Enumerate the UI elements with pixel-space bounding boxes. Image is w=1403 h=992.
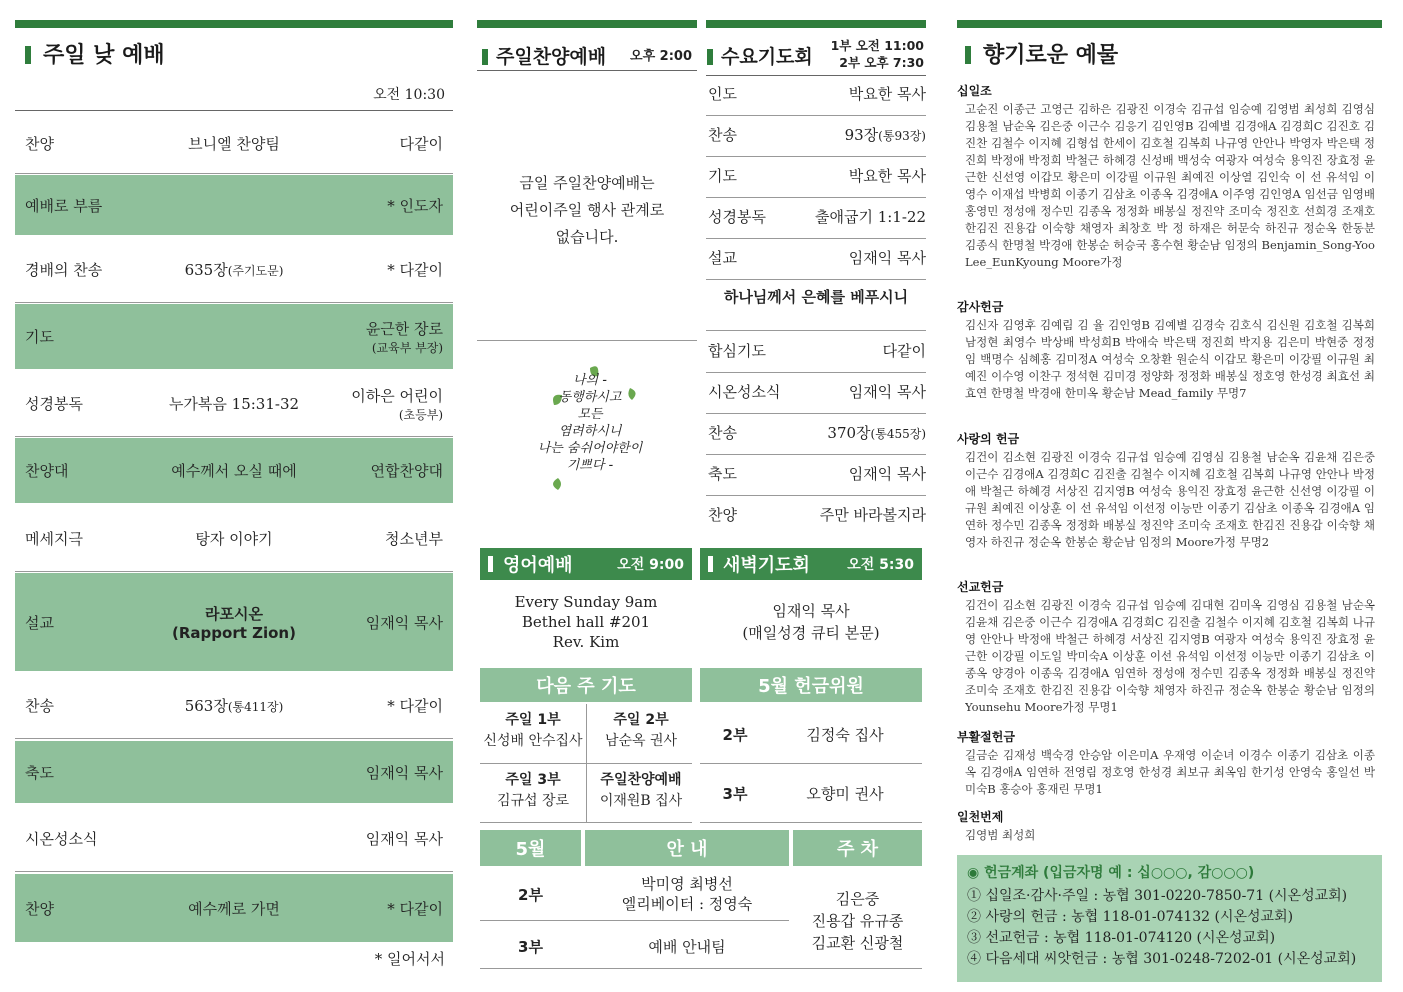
donor-names: 고순진 이종근 고영근 김하은 김광진 이경숙 김규섭 임승예 김영범 최성희 김영심 김용철 남순옥 김은중 이근수 김응기 김인영B 김예별 김경애A 김경희C 김진호 김진찬 김철수 이지혜 김형섭 한세이 김호철 김복희 나규영 안안나 박영자 박은택 정진희 박정애 박정희 박철근 하혜경 신성배 백성숙 여광자 여성숙 용익진 장효정 윤근한 신선영 이갑모 황은미 이강필 이규원 최예진 이상열 김인숙 이 선 유석임 이영수 이재섭 박병희 이종기 김삼초 이종옥 김경애A 이주영 김인영A 임선금 임영배 홍영민 정성애 정수민 김종옥 정정화 배봉실 정진약 조미숙 정진호 선희경 조재호 한김진 진용갑 이숙향 채영자 최창호 박 정 하재은 허문숙 하진규 정순옥 한동분 김종식 한명철 박경애 한봉순 허승국 홍수현 황순남 임정의 Benjamin_Song-Yoo Lee_EunKyoung Moore가정 — [965, 102, 1375, 269]
donor-names: 김신자 김영후 김예림 김 율 김인영B 김예별 김경숙 김호식 김신원 김호철 김복희 남정현 최영수 박상배 박성희B 박애숙 박은택 정진희 박지용 김은미 박현중 정정임 백명수 심혜홍 김미정A 여성숙 오창환 원순식 이갑모 황은미 이강필 이규원 최예진 이수영 이찬구 정석현 김미경 정양화 정정화 배봉실 정호영 한성경 최효선 최효연 한명철 박경애 한미옥 황순남 Mead_family 무명7 — [965, 318, 1375, 400]
wed-row — [708, 206, 926, 232]
prayer-service: 주일 2부 — [613, 712, 669, 728]
wed-item: 성경봉독 — [708, 208, 766, 226]
program-row — [15, 874, 453, 942]
program-detail-text: 예수께로 가면 — [188, 899, 280, 918]
praise-message: 금일 주일찬양예배는 어린이주일 행사 관계로 없습니다. — [509, 174, 665, 246]
prayer-cell — [588, 770, 694, 812]
wed-row — [708, 463, 926, 489]
prayer-cell — [480, 710, 586, 752]
row-divider — [15, 302, 453, 303]
dawn-info: 임재익 목사 (매일성경 큐티 본문) — [742, 602, 880, 642]
prayer-cell — [480, 770, 586, 812]
wed-item: 찬송 — [708, 126, 737, 144]
prayer-name: 김규섭 장로 — [496, 793, 570, 809]
prayer-service: 주일찬양예배 — [600, 772, 682, 788]
program-item: 찬양대 — [25, 462, 69, 480]
program-leader-name: * 다같이 — [387, 899, 443, 918]
stand-note: * 일어서서 — [374, 950, 445, 968]
offering-category: 일천번제 — [957, 810, 1004, 824]
program-detail — [155, 898, 313, 919]
program-detail-text: 635장 — [184, 261, 228, 279]
account-line: ② 사랑의 헌금 : 농협 118-01-074132 (시온성교회) — [967, 909, 1294, 925]
wed-item: 시온성소식 — [708, 383, 781, 401]
program-detail-note: (주기도문) — [227, 264, 284, 278]
program-row — [15, 673, 453, 738]
program-detail-note: (통411장) — [227, 700, 284, 714]
wed-item: 인도 — [708, 85, 737, 103]
program-item: 시온성소식 — [25, 830, 98, 848]
wed-detail-text: 박요한 목사 — [848, 85, 926, 103]
next-prayer-header: 다음 주 기도 — [480, 668, 692, 702]
wed-detail-text: 임재익 목사 — [848, 249, 926, 267]
offering-category: 십일조 — [957, 84, 992, 98]
wed-row — [708, 165, 926, 191]
prayer-service: 주일 1부 — [505, 712, 561, 728]
wed-item: 찬송 — [708, 424, 737, 442]
donor-names: 김건이 김소현 김광진 이경숙 김규섭 임승예 김영심 김용철 남순옥 김윤채 김은중 이근수 김경애A 김경희C 김진출 김철수 이지혜 김호철 김복희 나규영 안안나 박정애 박철근 하혜경 서상진 김지영B 여성숙 용익진 장효정 윤근한 신선영 이강필 이규원 최예진 이상훈 이 선 유석임 이선정 이능만 이종기 김삼초 이종옥 김경애A 임연하 정수민 김종옥 정정화 배봉실 정진약 조미숙 조재호 한김진 진용갑 이숙향 채영자 하진규 정순옥 한봉순 황순남 임정의 Moore가정 무명2 — [965, 450, 1375, 549]
wed-detail — [849, 463, 926, 489]
program-detail — [155, 259, 313, 280]
wed-row — [708, 422, 926, 448]
donor-names: 김건이 김소현 김광진 이경숙 김규섭 임승예 김대현 김미옥 김영심 김용철 남순옥 김윤채 김은중 이근수 김경애A 김경희C 김진출 김철수 이지혜 김호철 김복희 나규영 안안나 박정애 박철근 하혜경 서상진 김지영B 여광자 여성숙 용익진 장효정 윤근한 이강필 이도일 박미숙A 이상훈 이선 유석임 이선정 이능만 이종기 김삼초 이종옥 양경아 이종욱 김경애A 임연하 정성애 정수민 김종옥 정정화 배봉실 정진약 조미숙 조재호 한김진 진용갑 이숙향 채영자 하진규 정순옥 한봉순 황순남 임정의 Younsehu Moore가정 무명1 — [965, 598, 1375, 714]
account-line: ① 십일조·감사·주일 : 농협 301-0220-7850-71 (시온성교회) — [967, 888, 1348, 904]
program-row — [15, 438, 453, 503]
wed-item: 합심기도 — [708, 342, 766, 360]
wed-detail-text: 임재익 목사 — [848, 383, 926, 401]
wed-row — [708, 381, 926, 407]
english-info: Every Sunday 9am Bethel hall #201 Rev. Kim — [514, 593, 658, 651]
wed-detail-note: (통455장) — [870, 427, 926, 441]
program-detail-text: 브니엘 찬양팀 — [188, 134, 280, 153]
program-leader — [313, 828, 453, 849]
row-divider — [706, 156, 926, 157]
wed-detail — [849, 83, 926, 109]
program-leader-name: 이하은 어린이 — [351, 386, 443, 405]
prayer-cell — [588, 710, 694, 752]
program-item: 경배의 찬송 — [25, 261, 103, 279]
row-divider — [706, 372, 926, 373]
top-bar — [15, 20, 453, 28]
program-item: 축도 — [25, 763, 54, 782]
program-leader-name: 다같이 — [399, 134, 443, 153]
wed-detail — [883, 340, 926, 366]
program-detail-text: 563장 — [184, 697, 228, 715]
row-divider — [706, 238, 926, 239]
program-row — [15, 175, 453, 235]
top-bar — [477, 20, 697, 28]
program-leader — [313, 528, 453, 549]
parking-names: 김은중 진용갑 유규종 김교환 신광철 — [811, 890, 904, 952]
program-row — [15, 113, 453, 173]
program-detail-text: 라포시온 — [205, 604, 263, 623]
wed-sermon-title: 하나님께서 은혜를 베푸시니 — [723, 288, 909, 306]
prayer-service: 주일 3부 — [505, 772, 561, 788]
committee-part: 3부 — [722, 785, 748, 803]
program-leader-name: 윤근한 장로 — [365, 319, 443, 338]
program-row — [15, 304, 453, 369]
english-header: 영어예배 오전 9:00 — [480, 548, 692, 580]
guide-part2-names: 박미영 최병선 엘리베이터 : 정영숙 — [621, 875, 753, 913]
program-item: 메세지극 — [25, 530, 83, 548]
program-leader — [313, 695, 453, 716]
calligraphy-line: 염려하시니 — [558, 424, 622, 439]
program-leader-name: 임재익 목사 — [365, 830, 443, 848]
program-leader — [313, 195, 453, 216]
program-leader-name: * 인도자 — [387, 196, 443, 215]
program-row — [15, 806, 453, 871]
wed-detail-text: 출애굽기 1:1-22 — [814, 208, 926, 226]
program-detail — [155, 695, 313, 716]
calligraphy-line: 나는 숨쉬어야한이 — [537, 441, 643, 456]
row-divider — [706, 279, 926, 280]
program-leader — [313, 133, 453, 154]
wed-row — [708, 247, 926, 273]
program-leader — [313, 612, 453, 633]
program-leader — [313, 318, 453, 356]
row-divider — [706, 115, 926, 116]
program-row — [15, 371, 453, 436]
wed-item: 축도 — [708, 465, 737, 483]
account-box — [957, 855, 1382, 982]
wed-detail-note: (통93장) — [878, 129, 926, 143]
program-detail — [155, 603, 313, 642]
wed-detail — [820, 504, 926, 530]
offerings-title: 향기로운 예물 — [965, 38, 1118, 69]
program-row — [15, 506, 453, 571]
row-divider — [706, 197, 926, 198]
wed-detail-text: 370장 — [827, 424, 871, 442]
wed-times: 1부 오전 11:00 2부 오후 7:30 — [830, 38, 924, 70]
row-divider — [15, 173, 453, 174]
wed-row — [708, 124, 926, 150]
program-leader-name: 임재익 목사 — [365, 763, 443, 782]
program-leader-name: 연합찬양대 — [370, 462, 443, 480]
account-title: ◉ 헌금계좌 (입금자명 예 : 십○○○, 감○○○) — [967, 865, 1255, 881]
wed-item: 설교 — [708, 249, 737, 267]
calligraphy-line: 나의 - — [573, 373, 607, 388]
program-row — [15, 573, 453, 671]
guide-header: 안 내 — [585, 830, 789, 866]
guide-part3-names: 예배 안내팀 — [648, 938, 726, 956]
program-leader-note: (교육부 부장) — [371, 340, 443, 355]
offering-committee-header: 5월 헌금위원 — [700, 668, 922, 702]
row-divider — [15, 738, 453, 739]
program-leader — [313, 460, 453, 481]
wed-row — [708, 83, 926, 109]
committee-part: 2부 — [722, 726, 748, 744]
program-leader-name: 청소년부 — [385, 530, 443, 548]
calligraphy-line: 기쁘다 - — [566, 458, 614, 473]
calligraphy-line: 모든 — [577, 407, 603, 422]
wed-detail — [845, 124, 926, 150]
wed-row — [708, 340, 926, 366]
guide-part2: 2부 — [518, 886, 543, 904]
praise-title: 주일찬양예배 — [482, 42, 606, 69]
program-leader-name: * 다같이 — [387, 261, 443, 279]
committee-name: 오향미 권사 — [806, 785, 884, 803]
program-detail-text: 누가복음 15:31-32 — [168, 395, 300, 413]
program-detail-text: 탕자 이야기 — [195, 530, 273, 548]
offering-category: 사랑의 헌금 — [957, 432, 1020, 446]
wed-detail — [815, 206, 926, 232]
wed-item: 기도 — [708, 167, 737, 185]
offering-category: 선교헌금 — [957, 580, 1004, 594]
row-divider — [15, 436, 453, 437]
wed-detail-text: 주만 바라볼지라 — [819, 506, 926, 524]
dawn-header: 새벽기도회 오전 5:30 — [700, 548, 922, 580]
row-divider — [706, 330, 926, 331]
account-line: ④ 다음세대 씨앗헌금 : 농협 301-0248-7202-01 (시온성교회) — [967, 951, 1357, 967]
guide-month-header: 5월 — [480, 830, 581, 866]
wed-item: 찬양 — [708, 506, 737, 524]
program-leader — [313, 259, 453, 280]
program-item: 기도 — [25, 328, 54, 346]
row-divider — [706, 454, 926, 455]
wed-detail-text: 다같이 — [882, 342, 926, 360]
program-detail-sub: (Rapport Zion) — [172, 623, 296, 642]
program-detail-text: 예수께서 오실 때에 — [171, 462, 297, 480]
program-leader-note: (초등부) — [398, 407, 443, 422]
calligraphy-image — [530, 360, 650, 500]
program-leader — [313, 385, 453, 423]
wed-detail — [849, 165, 926, 191]
prayer-name: 이재원B 집사 — [599, 793, 683, 809]
program-detail — [155, 133, 313, 154]
program-row — [15, 741, 453, 803]
donor-names: 길금순 김재성 백숙경 안승암 이은미A 우재영 이순녀 이경수 이종기 김삼초 이종옥 김경애A 임연하 전영림 정호영 한성경 최보규 최옥임 한기성 안영숙 홍일선 박미숙B 홍승아 홍재린 무명1 — [965, 748, 1375, 796]
row-divider — [15, 571, 453, 572]
wed-title: 수요기도회 — [707, 42, 813, 69]
wed-detail-text: 박요한 목사 — [848, 167, 926, 185]
program-detail — [155, 393, 313, 414]
wed-detail — [849, 247, 926, 273]
calligraphy-line: 동행하시고 — [558, 390, 622, 405]
prayer-name: 남순옥 권사 — [604, 733, 678, 749]
program-item: 예배로 부름 — [25, 196, 103, 215]
row-divider — [706, 495, 926, 496]
committee-name: 김정숙 집사 — [806, 726, 884, 744]
program-row — [15, 237, 453, 302]
guide-part3: 3부 — [518, 938, 543, 956]
sunday-time: 오전 10:30 — [373, 87, 445, 103]
sunday-title: 주일 낮 예배 — [25, 38, 165, 69]
wed-detail — [849, 381, 926, 407]
program-item: 찬송 — [25, 697, 54, 715]
wed-detail — [827, 422, 926, 448]
program-item: 찬양 — [25, 899, 54, 918]
top-bar — [957, 20, 1382, 28]
program-leader — [313, 762, 453, 783]
wed-detail-text: 93장 — [844, 126, 879, 144]
offering-category: 부활절헌금 — [957, 730, 1015, 744]
program-leader — [313, 898, 453, 919]
account-line: ③ 선교헌금 : 농협 118-01-074120 (시온성교회) — [967, 930, 1276, 946]
wed-row — [708, 504, 926, 530]
top-bar — [706, 20, 926, 28]
program-item: 찬양 — [25, 134, 54, 153]
offering-category: 감사헌금 — [957, 300, 1004, 314]
prayer-name: 신성배 안수집사 — [483, 733, 583, 749]
row-divider — [15, 871, 453, 872]
parking-header: 주 차 — [793, 830, 922, 866]
program-item: 성경봉독 — [25, 395, 83, 413]
wed-detail-text: 임재익 목사 — [848, 465, 926, 483]
program-detail — [155, 528, 313, 549]
row-divider — [706, 413, 926, 414]
praise-time: 오후 2:00 — [630, 49, 692, 64]
donor-names: 김영범 최성희 — [965, 828, 1036, 842]
program-leader-name: 임재익 목사 — [365, 613, 443, 632]
program-detail — [155, 460, 313, 481]
program-leader-name: * 다같이 — [387, 697, 443, 715]
program-item: 설교 — [25, 613, 54, 632]
